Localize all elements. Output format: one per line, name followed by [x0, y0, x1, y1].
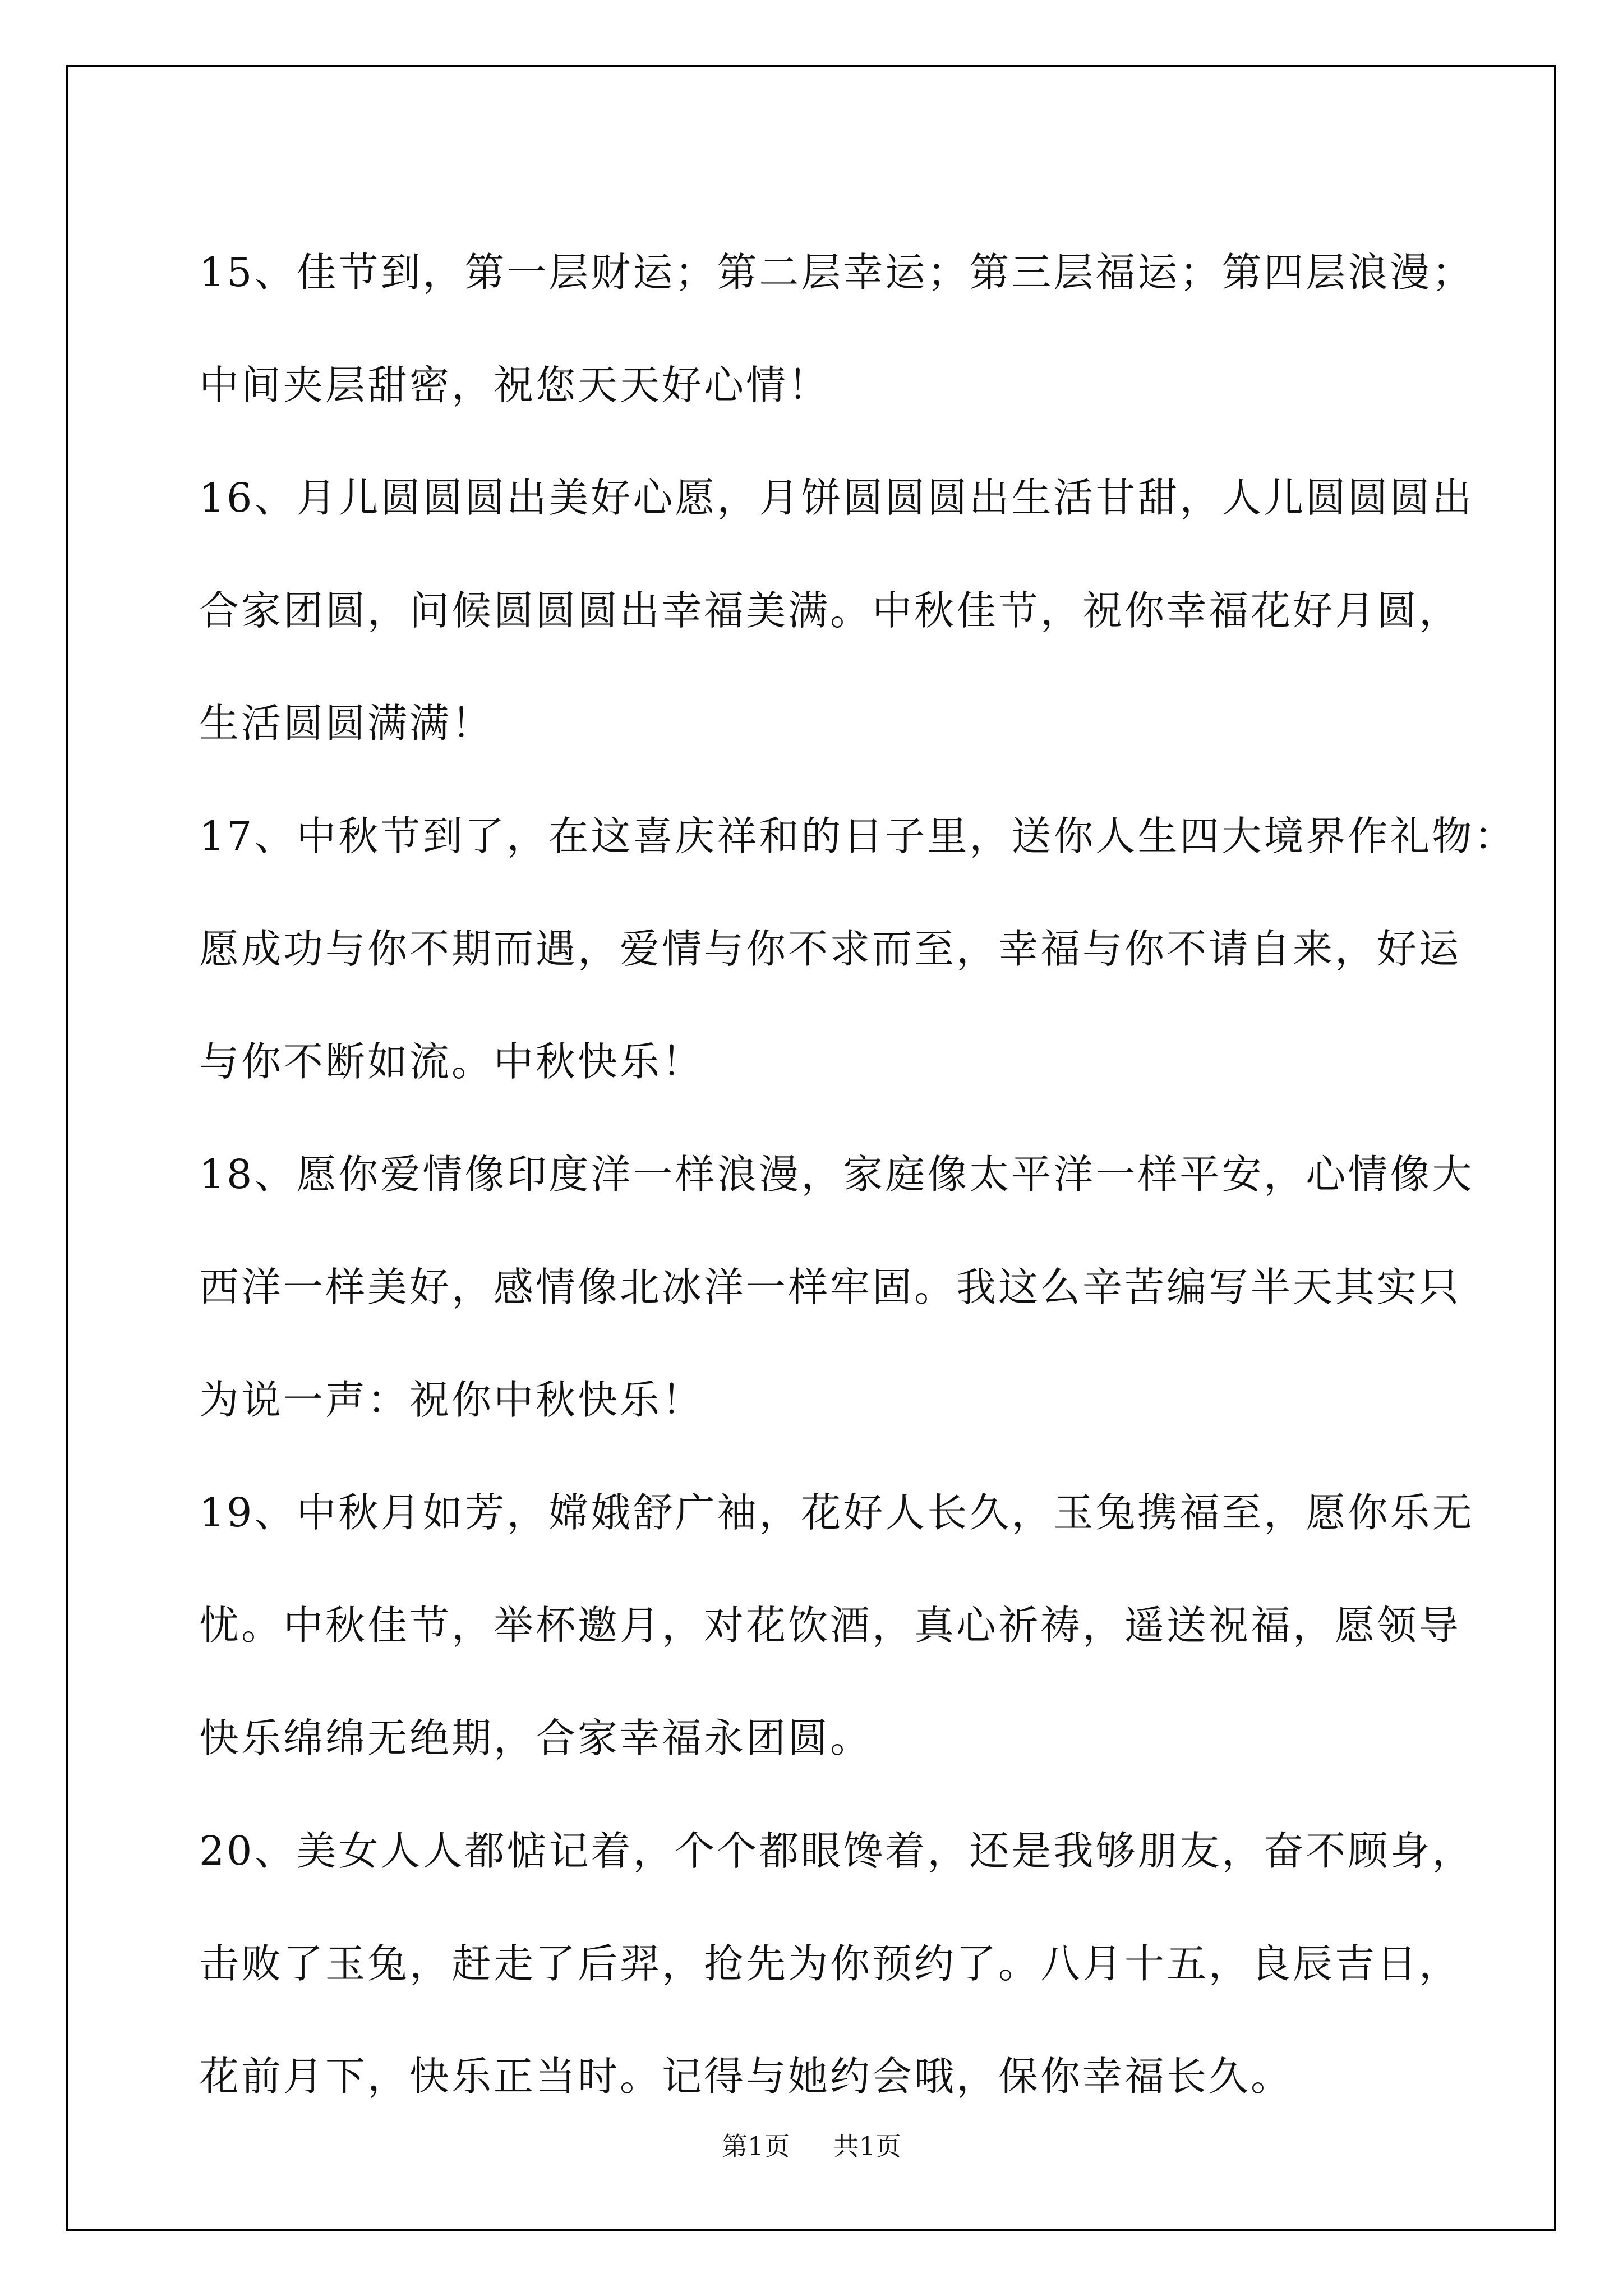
text-line: 花前月下，快乐正当时。记得与她约会哦，保你幸福长久。 [199, 2053, 1293, 2100]
text-line: 忧。中秋佳节，举杯邀月，对花饮酒，真心祈祷，遥送祝福，愿领导 [199, 1602, 1461, 1649]
text-line: 与你不断如流。中秋快乐！ [199, 1038, 704, 1085]
text-line: 16、月儿圆圆圆出美好心愿，月饼圆圆圆出生活甘甜，人儿圆圆圆出 [199, 475, 1474, 521]
text-line: 西洋一样美好，感情像北冰洋一样牢固。我这么辛苦编写半天其实只 [199, 1264, 1461, 1310]
text-line: 17、中秋节到了，在这喜庆祥和的日子里，送你人生四大境界作礼物： [199, 813, 1516, 859]
text-line: 生活圆圆满满！ [199, 700, 494, 747]
entry-20 [199, 1795, 1478, 2133]
entry-17 [199, 780, 1516, 1118]
entry-15 [199, 216, 1478, 441]
text-line: 愿成功与你不期而遇，爱情与你不求而至，幸福与你不请自来，好运 [199, 926, 1461, 972]
text-line: 合家团圆，问候圆圆圆出幸福美满。中秋佳节，祝你幸福花好月圆， [199, 587, 1461, 634]
entry-19 [199, 1456, 1478, 1795]
text-line: 快乐绵绵无绝期，合家幸福永团圆。 [199, 1715, 873, 1761]
text-line: 18、愿你爱情像印度洋一样浪漫，家庭像太平洋一样平安，心情像大 [199, 1151, 1474, 1198]
text-line: 中间夹层甜密，祝您天天好心情！ [199, 362, 831, 408]
text-line: 15、佳节到，第一层财运；第二层幸运；第三层福运；第四层浪漫； [199, 249, 1474, 296]
page-footer [0, 2126, 1623, 2163]
text-line: 20、美女人人都惦记着，个个都眼馋着，还是我够朋友，奋不顾身， [199, 1828, 1474, 1874]
document-body [199, 216, 1516, 2133]
text-line: 19、中秋月如芳，嫦娥舒广袖，花好人长久，玉兔携福至，愿你乐无 [199, 1489, 1474, 1536]
text-line: 为说一声：祝你中秋快乐！ [199, 1377, 704, 1423]
entry-18 [199, 1118, 1478, 1456]
page-number-current: 第1页 [722, 2131, 790, 2161]
page-number-total: 共1页 [833, 2131, 901, 2161]
entry-16 [199, 441, 1478, 780]
text-line: 击败了玉兔，赶走了后羿，抢先为你预约了。八月十五，良辰吉日， [199, 1940, 1461, 1987]
